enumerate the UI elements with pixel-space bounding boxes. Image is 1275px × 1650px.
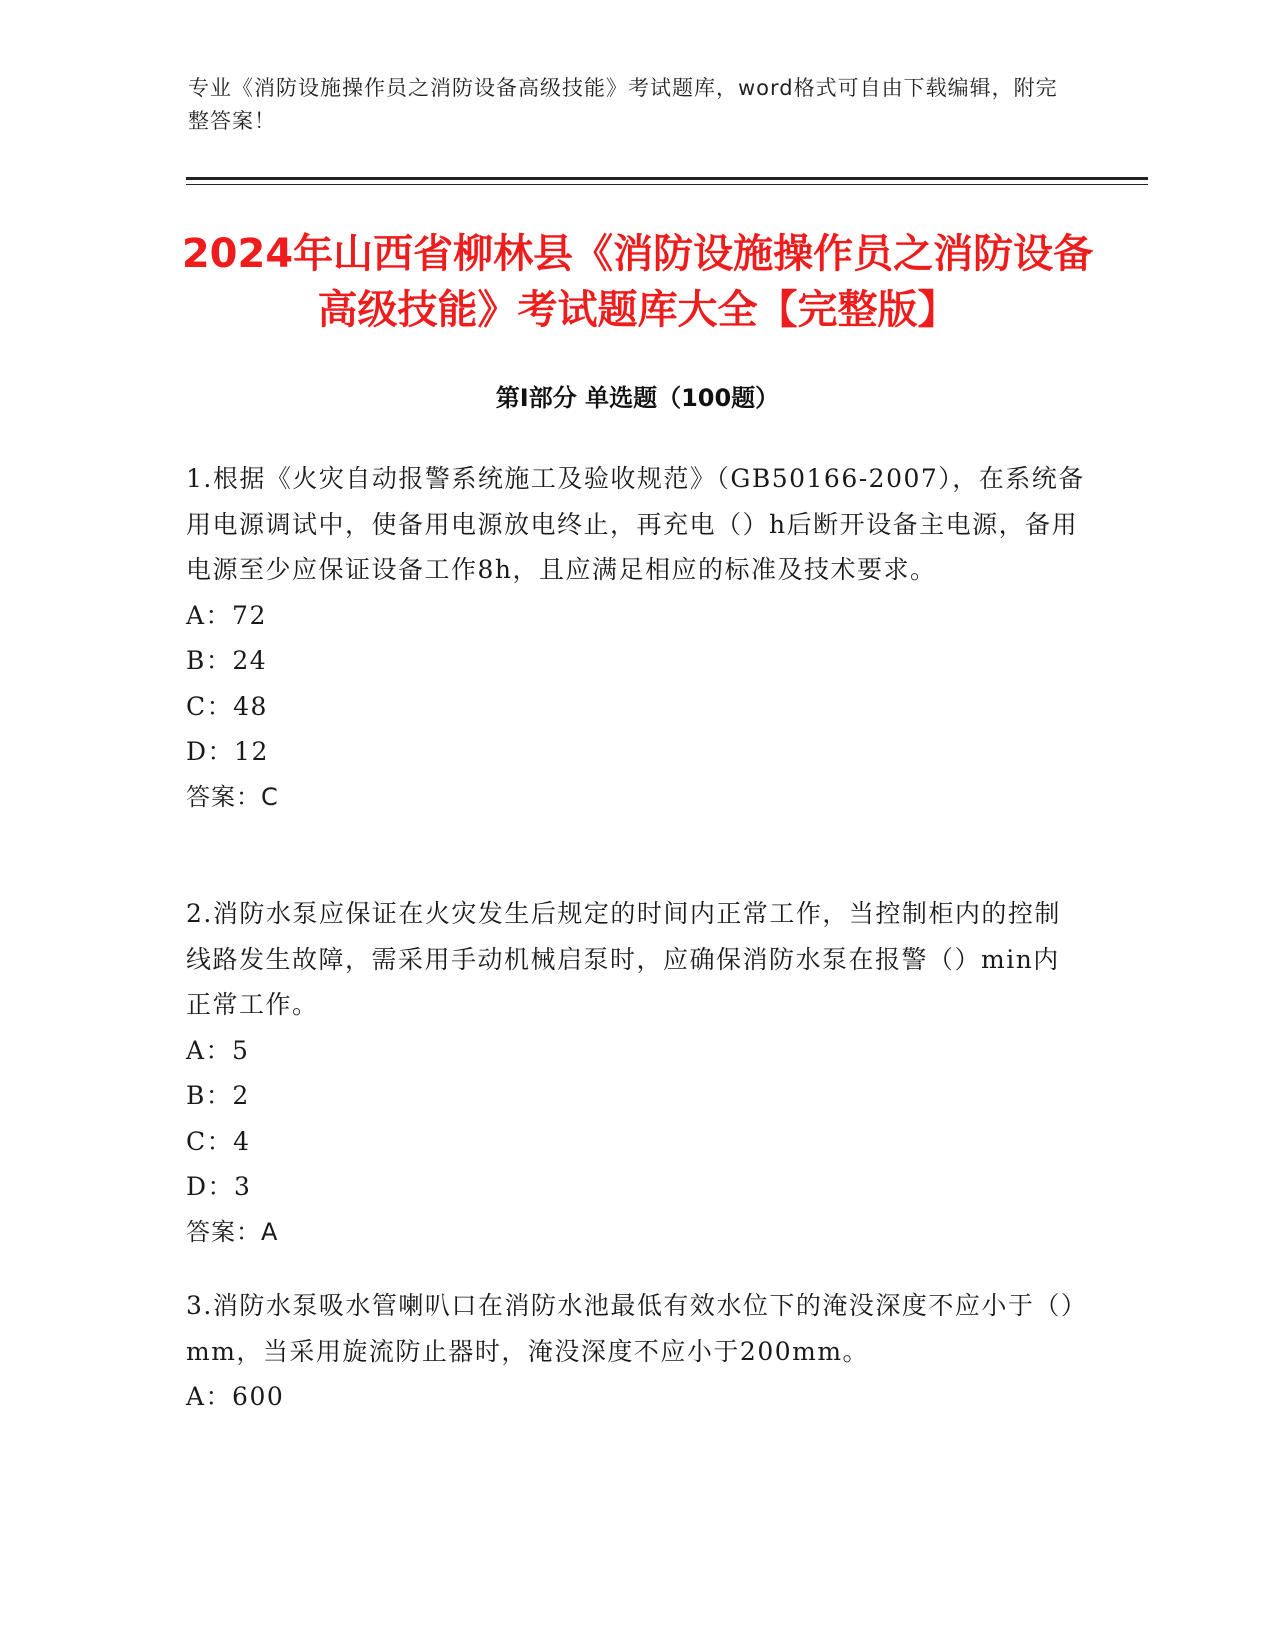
question-2 [186, 891, 1086, 1255]
header-rule-thin [186, 184, 1148, 185]
option-a: A：72 [186, 600, 267, 630]
option-c: C：48 [186, 691, 268, 721]
option-b: B：2 [186, 1081, 250, 1110]
option-a: A：600 [186, 1382, 285, 1411]
section-heading: 第Ⅰ部分 单选题（100题） [495, 384, 780, 412]
option-b: B：24 [186, 646, 268, 675]
header-note: 专业《消防设施操作员之消防设备高级技能》考试题库，word格式可自由下载编辑，附完整答案！ [188, 76, 1058, 133]
question-text: 1.根据《火灾自动报警系统施工及验收规范》（GB50166-2007），在系统备用电源调试中，使备用电源放电终止，再充电（）h后断开设备主电源，备用电源至少应保证设备工作8h，且应满足相应的标准及技术要求。 [186, 464, 1085, 584]
option-c: C：4 [186, 1126, 251, 1156]
header-rule-thick [186, 177, 1148, 180]
option-d: D：3 [186, 1172, 252, 1201]
question-text: 3.消防水泵吸水管喇叭口在消防水池最低有效水位下的淹没深度不应小于（）mm，当采用旋流防止器时，淹没深度不应小于200mm。 [186, 1291, 1075, 1366]
question-3 [186, 1283, 1086, 1420]
option-d: D：12 [186, 737, 269, 766]
answer-label: 答案：A [186, 1217, 279, 1246]
answer-label: 答案：C [186, 782, 279, 811]
question-1 [186, 456, 1086, 820]
option-a: A：5 [186, 1035, 250, 1065]
document-title: 2024年山西省柳林县《消防设施操作员之消防设备高级技能》考试题库大全【完整版】 [181, 231, 1094, 333]
question-text: 2.消防水泵应保证在火灾发生后规定的时间内正常工作，当控制柜内的控制线路发生故障，需采用手动机械启泵时，应确保消防水泵在报警（）min内正常工作。 [186, 899, 1061, 1019]
